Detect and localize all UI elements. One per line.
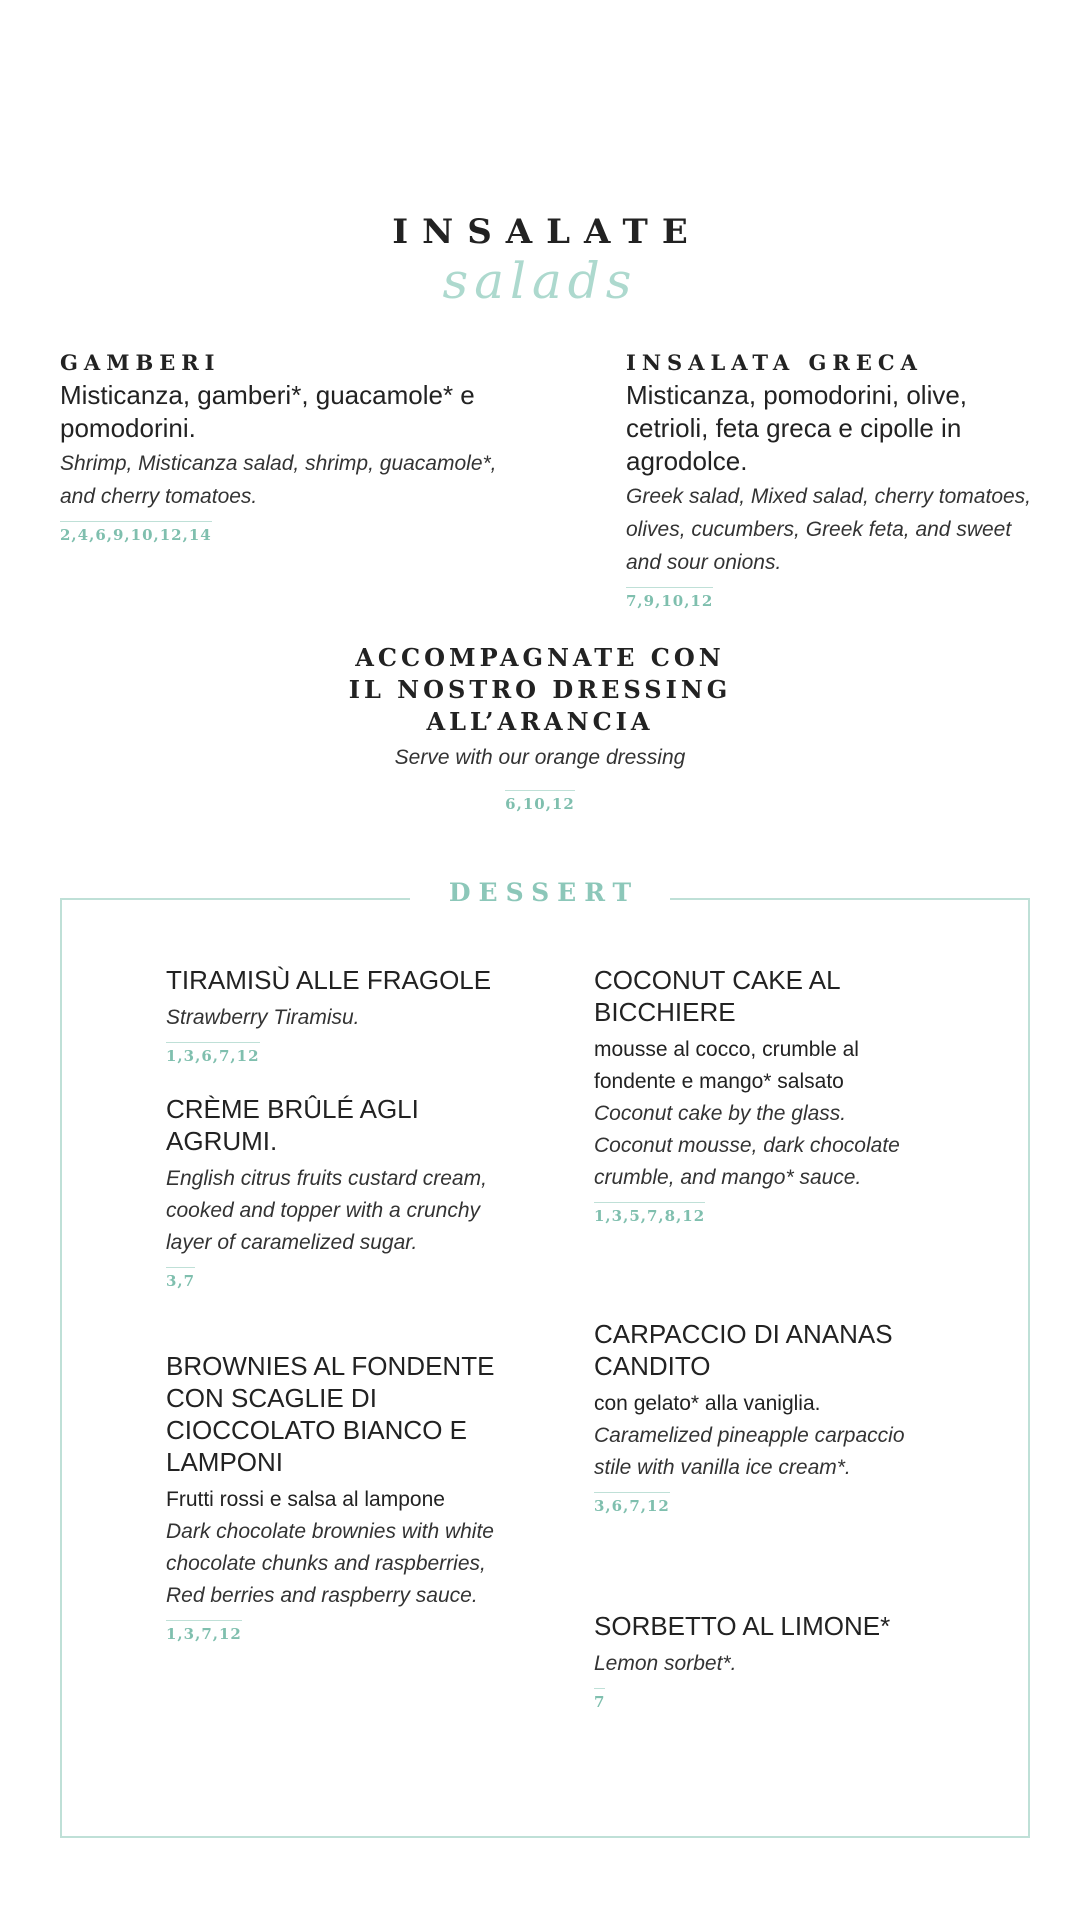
dessert-description-italian: con gelato* alla vaniglia.: [594, 1392, 821, 1415]
dessert-description-english: Caramelized pineapple carpaccio stile with vanilla ice cream*.: [594, 1424, 905, 1479]
section-title: INSALATE: [392, 212, 702, 252]
allergen-codes: 6,10,12: [505, 790, 575, 813]
dessert-item-carpaccio-ananas: [594, 1318, 924, 1516]
dessert-description-english: Lemon sorbet*.: [594, 1652, 737, 1675]
section-subtitle: salads: [442, 252, 638, 310]
dessert-name: TIRAMISÙ ALLE FRAGOLE: [166, 965, 492, 995]
item-description-english: Shrimp, Misticanza salad, shrimp, guacamole*, and cherry tomatoes.: [60, 452, 497, 508]
dessert-name: BROWNIES AL FONDENTE CON SCAGLIE DI CIOCCOLATO BIANCO E LAMPONI: [166, 1351, 495, 1477]
dressing-line: IL NOSTRO DRESSING: [348, 675, 732, 704]
menu-item-gamberi: [60, 350, 500, 545]
allergen-codes: 1,3,5,7,8,12: [594, 1202, 705, 1225]
dessert-item-tiramisu: [166, 964, 506, 1066]
allergen-codes: 2,4,6,9,10,12,14: [60, 521, 212, 544]
allergen-codes: 3,6,7,12: [594, 1492, 670, 1515]
dessert-description-italian: Frutti rossi e salsa al lampone: [166, 1488, 445, 1511]
dressing-line: ALL’ARANCIA: [426, 707, 654, 736]
allergen-codes: 7: [594, 1688, 605, 1711]
menu-item-insalata-greca: [626, 350, 1046, 611]
dessert-description-english: Coconut cake by the glass. Coconut mousse, dark chocolate crumble, and mango* sauce.: [594, 1102, 900, 1189]
dessert-name: COCONUT CAKE AL BICCHIERE: [594, 965, 840, 1027]
dessert-item-creme-brule: [166, 1093, 506, 1291]
item-description-italian: Misticanza, gamberi*, guacamole* e pomodorini.: [60, 380, 475, 443]
allergen-codes: 3,7: [166, 1267, 195, 1290]
dessert-description-italian: mousse al cocco, crumble al fondente e mango* salsato: [594, 1038, 859, 1093]
dressing-description-english: Serve with our orange dressing: [394, 746, 686, 769]
allergen-codes: 7,9,10,12: [626, 587, 713, 610]
item-description-italian: Misticanza, pomodorini, olive, cetrioli, feta greca e cipolle in agrodolce.: [626, 380, 968, 476]
item-name: INSALATA GRECA: [626, 350, 923, 375]
dessert-item-brownies: [166, 1350, 506, 1644]
dressing-line: ACCOMPAGNATE CON: [355, 643, 725, 672]
dessert-name: CARPACCIO DI ANANAS CANDITO: [594, 1319, 893, 1381]
dessert-description-english: Dark chocolate brownies with white chocolate chunks and raspberries, Red berries and raspberry sauce.: [166, 1520, 494, 1607]
dressing-allergens: [0, 782, 1080, 814]
item-description-english: Greek salad, Mixed salad, cherry tomatoes, olives, cucumbers, Greek feta, and sweet and sour onions.: [626, 485, 1032, 574]
dessert-name: SORBETTO AL LIMONE*: [594, 1611, 891, 1641]
allergen-codes: 1,3,6,7,12: [166, 1042, 260, 1065]
item-name: GAMBERI: [60, 350, 221, 375]
dessert-description-english: English citrus fruits custard cream, cooked and topper with a crunchy layer of caramelized sugar.: [166, 1167, 487, 1254]
allergen-codes: 1,3,7,12: [166, 1620, 242, 1643]
dressing-title: [0, 642, 1080, 738]
dessert-name: CRÈME BRÛLÉ AGLI AGRUMI.: [166, 1094, 419, 1156]
dessert-description-english: Strawberry Tiramisu.: [166, 1006, 360, 1029]
dessert-item-sorbetto: [594, 1610, 924, 1712]
dessert-item-coconut-cake: [594, 964, 924, 1226]
dessert-heading: DESSERT: [410, 878, 670, 907]
